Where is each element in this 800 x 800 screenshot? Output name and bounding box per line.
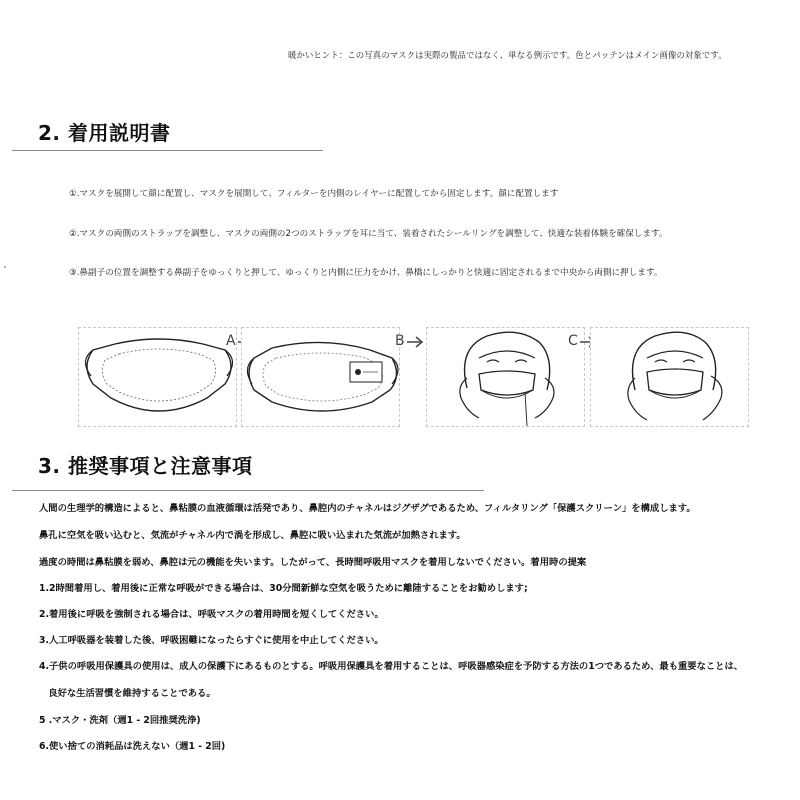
label-a: A	[226, 333, 236, 349]
section2-divider	[12, 150, 323, 151]
label-b: B	[395, 333, 405, 349]
person-wearing-mask-illustration	[427, 328, 586, 428]
mask-filter-illustration	[242, 328, 401, 428]
diagram-panel-mask-folded	[78, 327, 237, 427]
note-line: 3.人工呼吸器を装着した後、呼吸困難になったらすぐに使用を中止してください。	[39, 635, 384, 646]
margin-dot	[4, 266, 6, 268]
note-line: 鼻孔に空気を吸い込むと、気流がチャネル内で渦を形成し、鼻腔に吸い込まれた気流が加熱されます。	[39, 530, 466, 541]
diagram-panel-adjust-straps	[426, 327, 585, 427]
note-line: 1.2時間着用し、着用後に正常な呼吸ができる場合は、30分間新鮮な空気を吸うために離陸することをお勧めします;	[39, 583, 528, 594]
label-c: C	[568, 333, 578, 349]
note-line: 6.使い捨ての消耗品は洗えない（週1 - 2回)	[39, 741, 226, 752]
note-line: 4.子供の呼吸用保護具の使用は、成人の保護下にあるものとする。呼吸用保護具を着用することは、呼吸器感染症を予防する方法の1つであるため、最も重要なことは、	[39, 661, 744, 672]
note-line: 2.着用後に呼吸を強制される場合は、呼吸マスクの着用時間を短くしてください。	[39, 609, 384, 620]
note-line: 過度の時間は鼻粘膜を弱め、鼻腔は元の機能を失います。したがって、長時間呼吸用マスクを着用しないでください。着用時の提案	[39, 557, 587, 568]
person-adjusting-nose-clip-illustration	[591, 328, 750, 428]
step-2: ②.マスクの両側のストラップを調整し、マスクの両側の2つのストラップを耳に当て、装着されたシールリングを調整して、快適な装着体験を確保します。	[69, 229, 668, 239]
note-line: 5 .マスク・洗剤（週1 - 2回推奨洗浄)	[39, 715, 201, 726]
diagram-panel-nose-clip	[590, 327, 749, 427]
note-line: 良好な生活習慣を維持することである。	[39, 688, 216, 699]
diagram-panel-mask-open	[241, 327, 400, 427]
arrow-right-icon	[406, 336, 424, 348]
step-3: ③.鼻副子の位置を調整する鼻副子をゆっくりと押して、ゆっくりと内側に圧力をかけ、鼻橋にしっかりと快適に固定されるまで中央から両側に押します。	[69, 268, 663, 278]
section3-divider	[12, 490, 484, 491]
note-line: 人間の生理学的構造によると、鼻粘膜の血液循環は活発であり、鼻腔内のチャネルはジグザグであるため、フィルタリング「保護スクリーン」を構成します。	[39, 503, 696, 514]
section2-title: 2. 着用説明書	[38, 121, 171, 145]
section3-title: 3. 推奨事項と注意事項	[38, 454, 253, 478]
hint-text: 暖かいヒント：この写真のマスクは実際の製品ではなく、単なる例示です。色とパッテンはメイン画像の対象です。	[288, 50, 727, 60]
step-1: ①.マスクを展開して顔に配置し、マスクを展開して、フィルターを内側のレイヤーに配置してから固定します。顔に配置します	[69, 189, 559, 199]
mask-outline-illustration	[79, 328, 238, 428]
